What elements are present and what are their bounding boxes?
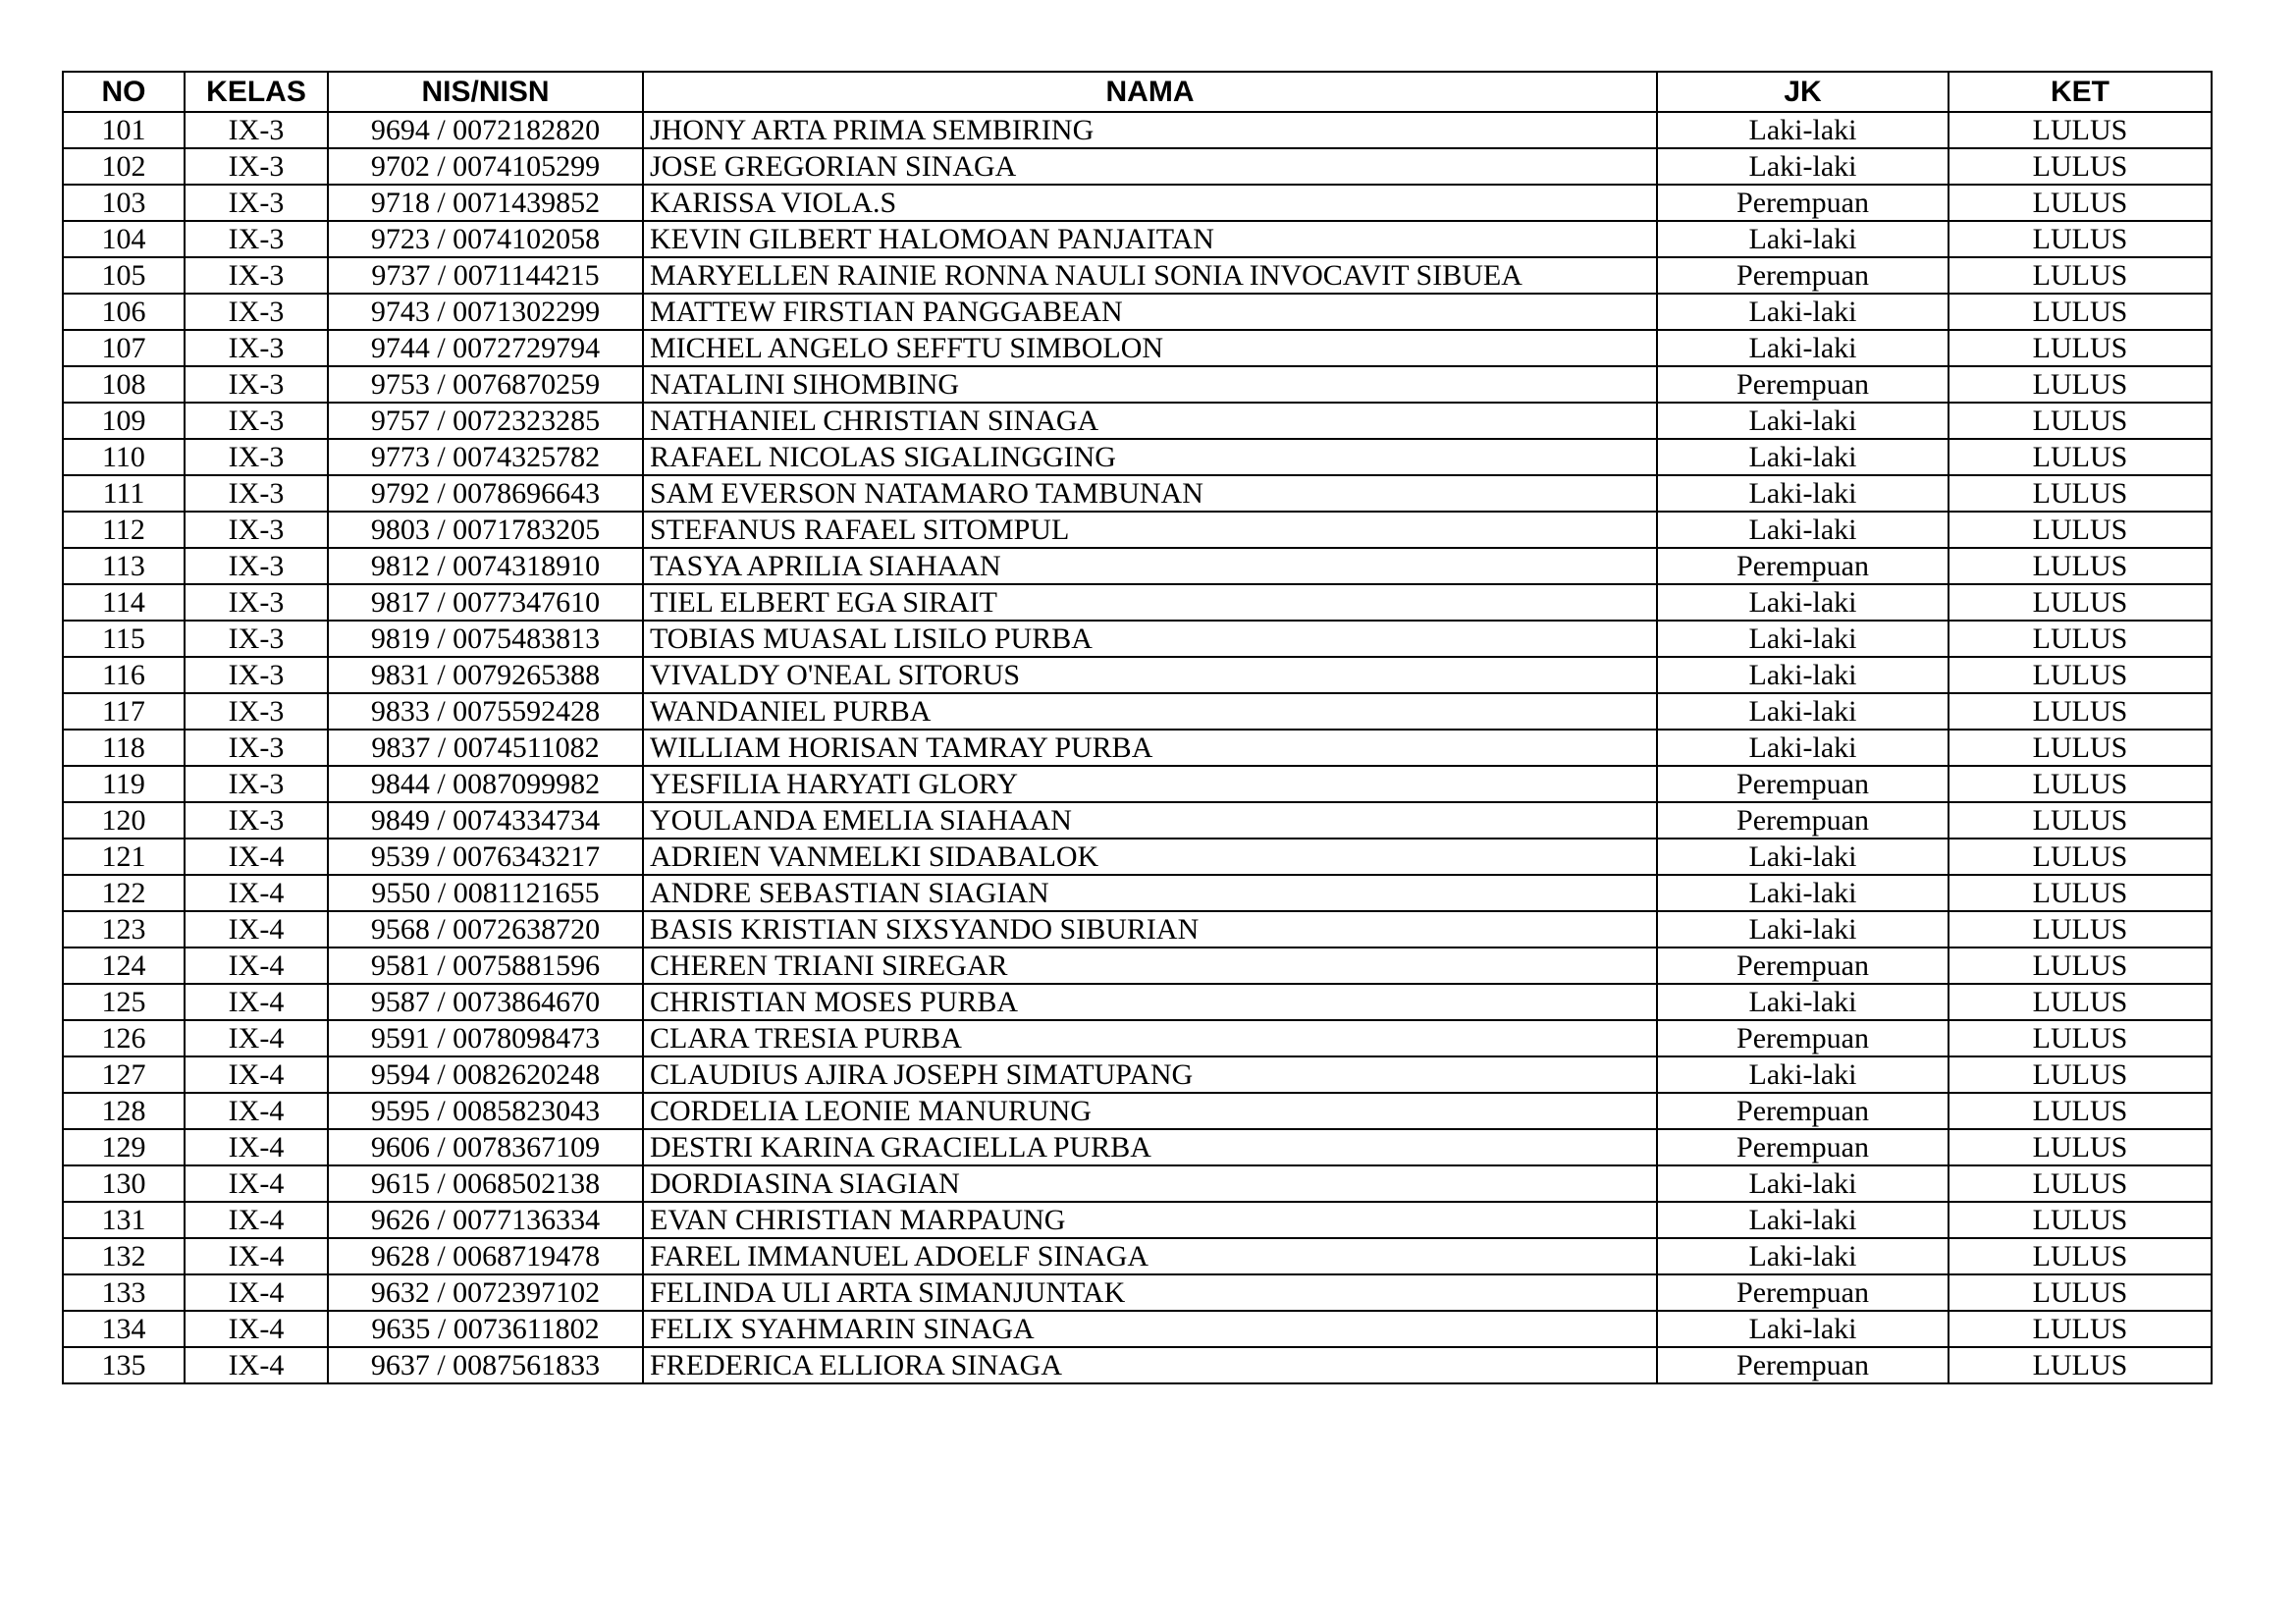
cell-jk: Perempuan [1657, 1347, 1949, 1383]
table-row [63, 330, 2212, 366]
cell-jk: Laki-laki [1657, 693, 1949, 730]
table-row [63, 911, 2212, 947]
cell-nis-nisn: 9626 / 0077136334 [328, 1202, 643, 1238]
table-row [63, 802, 2212, 839]
cell-nis-nisn: 9718 / 0071439852 [328, 185, 643, 221]
cell-nis-nisn: 9628 / 0068719478 [328, 1238, 643, 1274]
cell-kelas: IX-3 [185, 730, 328, 766]
cell-kelas: IX-3 [185, 112, 328, 148]
student-results-table [62, 71, 2213, 1384]
cell-ket: LULUS [1949, 802, 2212, 839]
cell-kelas: IX-3 [185, 693, 328, 730]
cell-no: 121 [63, 839, 185, 875]
cell-no: 101 [63, 112, 185, 148]
cell-jk: Laki-laki [1657, 439, 1949, 475]
cell-no: 112 [63, 512, 185, 548]
cell-kelas: IX-4 [185, 1238, 328, 1274]
cell-ket: LULUS [1949, 1238, 2212, 1274]
table-row [63, 839, 2212, 875]
cell-jk: Laki-laki [1657, 584, 1949, 621]
table-row [63, 221, 2212, 257]
cell-nama: FREDERICA ELLIORA SINAGA [643, 1347, 1657, 1383]
cell-nis-nisn: 9635 / 0073611802 [328, 1311, 643, 1347]
cell-kelas: IX-3 [185, 475, 328, 512]
cell-nis-nisn: 9737 / 0071144215 [328, 257, 643, 294]
cell-no: 114 [63, 584, 185, 621]
table-row [63, 1165, 2212, 1202]
cell-nama: KEVIN GILBERT HALOMOAN PANJAITAN [643, 221, 1657, 257]
cell-nama: TOBIAS MUASAL LISILO PURBA [643, 621, 1657, 657]
cell-ket: LULUS [1949, 875, 2212, 911]
cell-nis-nisn: 9595 / 0085823043 [328, 1093, 643, 1129]
cell-nis-nisn: 9757 / 0072323285 [328, 403, 643, 439]
cell-jk: Perempuan [1657, 947, 1949, 984]
table-row [63, 294, 2212, 330]
cell-no: 132 [63, 1238, 185, 1274]
cell-no: 113 [63, 548, 185, 584]
table-row [63, 439, 2212, 475]
cell-no: 124 [63, 947, 185, 984]
table-row [63, 1311, 2212, 1347]
cell-kelas: IX-3 [185, 621, 328, 657]
cell-nama: NATHANIEL CHRISTIAN SINAGA [643, 403, 1657, 439]
cell-kelas: IX-4 [185, 1165, 328, 1202]
cell-jk: Laki-laki [1657, 221, 1949, 257]
cell-no: 110 [63, 439, 185, 475]
cell-nama: SAM EVERSON NATAMARO TAMBUNAN [643, 475, 1657, 512]
cell-kelas: IX-3 [185, 548, 328, 584]
cell-kelas: IX-3 [185, 148, 328, 185]
cell-ket: LULUS [1949, 911, 2212, 947]
cell-nis-nisn: 9792 / 0078696643 [328, 475, 643, 512]
cell-ket: LULUS [1949, 1202, 2212, 1238]
cell-nama: FAREL IMMANUEL ADOELF SINAGA [643, 1238, 1657, 1274]
cell-nama: STEFANUS RAFAEL SITOMPUL [643, 512, 1657, 548]
cell-jk: Laki-laki [1657, 984, 1949, 1020]
cell-nis-nisn: 9812 / 0074318910 [328, 548, 643, 584]
cell-kelas: IX-3 [185, 766, 328, 802]
cell-jk: Laki-laki [1657, 112, 1949, 148]
cell-nama: BASIS KRISTIAN SIXSYANDO SIBURIAN [643, 911, 1657, 947]
header-nis-nisn: NIS/NISN [328, 72, 643, 112]
cell-nis-nisn: 9637 / 0087561833 [328, 1347, 643, 1383]
cell-jk: Perempuan [1657, 548, 1949, 584]
cell-ket: LULUS [1949, 839, 2212, 875]
cell-nis-nisn: 9594 / 0082620248 [328, 1056, 643, 1093]
cell-ket: LULUS [1949, 1347, 2212, 1383]
cell-jk: Laki-laki [1657, 875, 1949, 911]
cell-no: 125 [63, 984, 185, 1020]
cell-nama: CLARA TRESIA PURBA [643, 1020, 1657, 1056]
cell-jk: Perempuan [1657, 1274, 1949, 1311]
cell-ket: LULUS [1949, 403, 2212, 439]
cell-ket: LULUS [1949, 1129, 2212, 1165]
cell-nama: CHEREN TRIANI SIREGAR [643, 947, 1657, 984]
cell-ket: LULUS [1949, 330, 2212, 366]
cell-nama: DESTRI KARINA GRACIELLA PURBA [643, 1129, 1657, 1165]
table-row [63, 693, 2212, 730]
cell-nama: RAFAEL NICOLAS SIGALINGGING [643, 439, 1657, 475]
cell-nama: NATALINI SIHOMBING [643, 366, 1657, 403]
cell-ket: LULUS [1949, 439, 2212, 475]
cell-nama: JOSE GREGORIAN SINAGA [643, 148, 1657, 185]
table-row [63, 621, 2212, 657]
cell-ket: LULUS [1949, 512, 2212, 548]
cell-nis-nisn: 9587 / 0073864670 [328, 984, 643, 1020]
cell-nis-nisn: 9849 / 0074334734 [328, 802, 643, 839]
cell-ket: LULUS [1949, 984, 2212, 1020]
cell-kelas: IX-4 [185, 1056, 328, 1093]
cell-nis-nisn: 9743 / 0071302299 [328, 294, 643, 330]
cell-no: 108 [63, 366, 185, 403]
cell-no: 133 [63, 1274, 185, 1311]
cell-kelas: IX-3 [185, 657, 328, 693]
table-row [63, 475, 2212, 512]
cell-no: 105 [63, 257, 185, 294]
table-row [63, 512, 2212, 548]
cell-kelas: IX-4 [185, 947, 328, 984]
table-row [63, 1129, 2212, 1165]
cell-jk: Laki-laki [1657, 911, 1949, 947]
cell-jk: Laki-laki [1657, 730, 1949, 766]
cell-nama: WILLIAM HORISAN TAMRAY PURBA [643, 730, 1657, 766]
cell-ket: LULUS [1949, 475, 2212, 512]
cell-nama: EVAN CHRISTIAN MARPAUNG [643, 1202, 1657, 1238]
table-row [63, 548, 2212, 584]
cell-kelas: IX-3 [185, 512, 328, 548]
cell-jk: Laki-laki [1657, 148, 1949, 185]
cell-kelas: IX-4 [185, 1274, 328, 1311]
table-row [63, 1274, 2212, 1311]
cell-kelas: IX-3 [185, 257, 328, 294]
table-row [63, 1093, 2212, 1129]
cell-no: 106 [63, 294, 185, 330]
cell-kelas: IX-3 [185, 802, 328, 839]
cell-nis-nisn: 9591 / 0078098473 [328, 1020, 643, 1056]
cell-ket: LULUS [1949, 1165, 2212, 1202]
cell-jk: Laki-laki [1657, 475, 1949, 512]
cell-jk: Laki-laki [1657, 839, 1949, 875]
cell-nis-nisn: 9606 / 0078367109 [328, 1129, 643, 1165]
cell-no: 116 [63, 657, 185, 693]
cell-kelas: IX-3 [185, 294, 328, 330]
table-row [63, 148, 2212, 185]
cell-no: 109 [63, 403, 185, 439]
header-ket: KET [1949, 72, 2212, 112]
cell-kelas: IX-4 [185, 1129, 328, 1165]
cell-no: 119 [63, 766, 185, 802]
cell-jk: Laki-laki [1657, 621, 1949, 657]
cell-nama: DORDIASINA SIAGIAN [643, 1165, 1657, 1202]
cell-ket: LULUS [1949, 185, 2212, 221]
cell-ket: LULUS [1949, 148, 2212, 185]
cell-nis-nisn: 9539 / 0076343217 [328, 839, 643, 875]
cell-ket: LULUS [1949, 548, 2212, 584]
cell-ket: LULUS [1949, 112, 2212, 148]
table-row [63, 1202, 2212, 1238]
cell-nama: ANDRE SEBASTIAN SIAGIAN [643, 875, 1657, 911]
cell-no: 103 [63, 185, 185, 221]
cell-kelas: IX-3 [185, 439, 328, 475]
cell-no: 128 [63, 1093, 185, 1129]
cell-no: 107 [63, 330, 185, 366]
table-row [63, 584, 2212, 621]
cell-nama: CORDELIA LEONIE MANURUNG [643, 1093, 1657, 1129]
cell-no: 102 [63, 148, 185, 185]
cell-kelas: IX-3 [185, 403, 328, 439]
cell-nama: MATTEW FIRSTIAN PANGGABEAN [643, 294, 1657, 330]
cell-jk: Laki-laki [1657, 512, 1949, 548]
cell-kelas: IX-4 [185, 839, 328, 875]
table-row [63, 730, 2212, 766]
cell-ket: LULUS [1949, 1020, 2212, 1056]
cell-ket: LULUS [1949, 657, 2212, 693]
cell-kelas: IX-4 [185, 875, 328, 911]
cell-no: 120 [63, 802, 185, 839]
cell-kelas: IX-4 [185, 1020, 328, 1056]
cell-nis-nisn: 9694 / 0072182820 [328, 112, 643, 148]
cell-nama: JHONY ARTA PRIMA SEMBIRING [643, 112, 1657, 148]
header-nama: NAMA [643, 72, 1657, 112]
cell-nama: ADRIEN VANMELKI SIDABALOK [643, 839, 1657, 875]
cell-jk: Perempuan [1657, 366, 1949, 403]
cell-jk: Perempuan [1657, 185, 1949, 221]
cell-nis-nisn: 9581 / 0075881596 [328, 947, 643, 984]
cell-nis-nisn: 9615 / 0068502138 [328, 1165, 643, 1202]
cell-nis-nisn: 9831 / 0079265388 [328, 657, 643, 693]
cell-nama: MARYELLEN RAINIE RONNA NAULI SONIA INVOCAVIT SIBUEA [643, 257, 1657, 294]
cell-nis-nisn: 9817 / 0077347610 [328, 584, 643, 621]
cell-nama: VIVALDY O'NEAL SITORUS [643, 657, 1657, 693]
table-row [63, 112, 2212, 148]
table-row [63, 403, 2212, 439]
cell-nama: TASYA APRILIA SIAHAAN [643, 548, 1657, 584]
cell-kelas: IX-4 [185, 1311, 328, 1347]
cell-kelas: IX-3 [185, 221, 328, 257]
table-row [63, 875, 2212, 911]
table-row [63, 257, 2212, 294]
cell-jk: Laki-laki [1657, 330, 1949, 366]
cell-nis-nisn: 9833 / 0075592428 [328, 693, 643, 730]
cell-nis-nisn: 9837 / 0074511082 [328, 730, 643, 766]
cell-kelas: IX-4 [185, 1093, 328, 1129]
cell-nis-nisn: 9723 / 0074102058 [328, 221, 643, 257]
cell-ket: LULUS [1949, 221, 2212, 257]
header-jk: JK [1657, 72, 1949, 112]
cell-jk: Laki-laki [1657, 1311, 1949, 1347]
cell-nama: WANDANIEL PURBA [643, 693, 1657, 730]
cell-jk: Laki-laki [1657, 657, 1949, 693]
cell-nama: CHRISTIAN MOSES PURBA [643, 984, 1657, 1020]
cell-nis-nisn: 9744 / 0072729794 [328, 330, 643, 366]
cell-nama: CLAUDIUS AJIRA JOSEPH SIMATUPANG [643, 1056, 1657, 1093]
header-kelas: KELAS [185, 72, 328, 112]
cell-kelas: IX-3 [185, 584, 328, 621]
table-header-row [63, 72, 2212, 112]
cell-nis-nisn: 9550 / 0081121655 [328, 875, 643, 911]
cell-no: 122 [63, 875, 185, 911]
cell-jk: Laki-laki [1657, 1202, 1949, 1238]
cell-no: 131 [63, 1202, 185, 1238]
table-row [63, 1347, 2212, 1383]
cell-no: 134 [63, 1311, 185, 1347]
cell-jk: Laki-laki [1657, 1056, 1949, 1093]
cell-kelas: IX-4 [185, 984, 328, 1020]
cell-ket: LULUS [1949, 257, 2212, 294]
cell-jk: Perempuan [1657, 1129, 1949, 1165]
cell-nama: TIEL ELBERT EGA SIRAIT [643, 584, 1657, 621]
cell-jk: Laki-laki [1657, 1165, 1949, 1202]
cell-kelas: IX-4 [185, 1347, 328, 1383]
cell-kelas: IX-4 [185, 1202, 328, 1238]
cell-no: 111 [63, 475, 185, 512]
cell-kelas: IX-3 [185, 366, 328, 403]
cell-jk: Perempuan [1657, 1020, 1949, 1056]
cell-nama: KARISSA VIOLA.S [643, 185, 1657, 221]
cell-no: 118 [63, 730, 185, 766]
cell-nama: MICHEL ANGELO SEFFTU SIMBOLON [643, 330, 1657, 366]
cell-nis-nisn: 9702 / 0074105299 [328, 148, 643, 185]
cell-kelas: IX-4 [185, 911, 328, 947]
cell-no: 123 [63, 911, 185, 947]
cell-no: 117 [63, 693, 185, 730]
cell-no: 135 [63, 1347, 185, 1383]
cell-ket: LULUS [1949, 1311, 2212, 1347]
cell-jk: Perempuan [1657, 257, 1949, 294]
cell-ket: LULUS [1949, 693, 2212, 730]
table-row [63, 1020, 2212, 1056]
cell-kelas: IX-3 [185, 330, 328, 366]
cell-jk: Laki-laki [1657, 1238, 1949, 1274]
cell-ket: LULUS [1949, 1274, 2212, 1311]
cell-nis-nisn: 9803 / 0071783205 [328, 512, 643, 548]
cell-ket: LULUS [1949, 947, 2212, 984]
cell-jk: Laki-laki [1657, 294, 1949, 330]
cell-ket: LULUS [1949, 1093, 2212, 1129]
cell-nis-nisn: 9632 / 0072397102 [328, 1274, 643, 1311]
cell-nama: FELIX SYAHMARIN SINAGA [643, 1311, 1657, 1347]
cell-no: 104 [63, 221, 185, 257]
cell-no: 126 [63, 1020, 185, 1056]
cell-no: 127 [63, 1056, 185, 1093]
cell-jk: Laki-laki [1657, 403, 1949, 439]
cell-jk: Perempuan [1657, 766, 1949, 802]
cell-no: 115 [63, 621, 185, 657]
cell-ket: LULUS [1949, 730, 2212, 766]
cell-nama: YOULANDA EMELIA SIAHAAN [643, 802, 1657, 839]
table-row [63, 185, 2212, 221]
table-row [63, 1238, 2212, 1274]
table-body [63, 112, 2212, 1383]
cell-nis-nisn: 9773 / 0074325782 [328, 439, 643, 475]
cell-ket: LULUS [1949, 584, 2212, 621]
cell-nis-nisn: 9844 / 0087099982 [328, 766, 643, 802]
cell-nis-nisn: 9819 / 0075483813 [328, 621, 643, 657]
table-row [63, 657, 2212, 693]
table-row [63, 947, 2212, 984]
cell-ket: LULUS [1949, 766, 2212, 802]
cell-ket: LULUS [1949, 294, 2212, 330]
cell-jk: Perempuan [1657, 1093, 1949, 1129]
table-row [63, 766, 2212, 802]
cell-no: 130 [63, 1165, 185, 1202]
header-no: NO [63, 72, 185, 112]
cell-jk: Perempuan [1657, 802, 1949, 839]
cell-nama: FELINDA ULI ARTA SIMANJUNTAK [643, 1274, 1657, 1311]
cell-ket: LULUS [1949, 1056, 2212, 1093]
table-row [63, 984, 2212, 1020]
cell-ket: LULUS [1949, 621, 2212, 657]
cell-kelas: IX-3 [185, 185, 328, 221]
cell-nama: YESFILIA HARYATI GLORY [643, 766, 1657, 802]
table-row [63, 1056, 2212, 1093]
cell-ket: LULUS [1949, 366, 2212, 403]
cell-nis-nisn: 9568 / 0072638720 [328, 911, 643, 947]
cell-nis-nisn: 9753 / 0076870259 [328, 366, 643, 403]
table-row [63, 366, 2212, 403]
cell-no: 129 [63, 1129, 185, 1165]
